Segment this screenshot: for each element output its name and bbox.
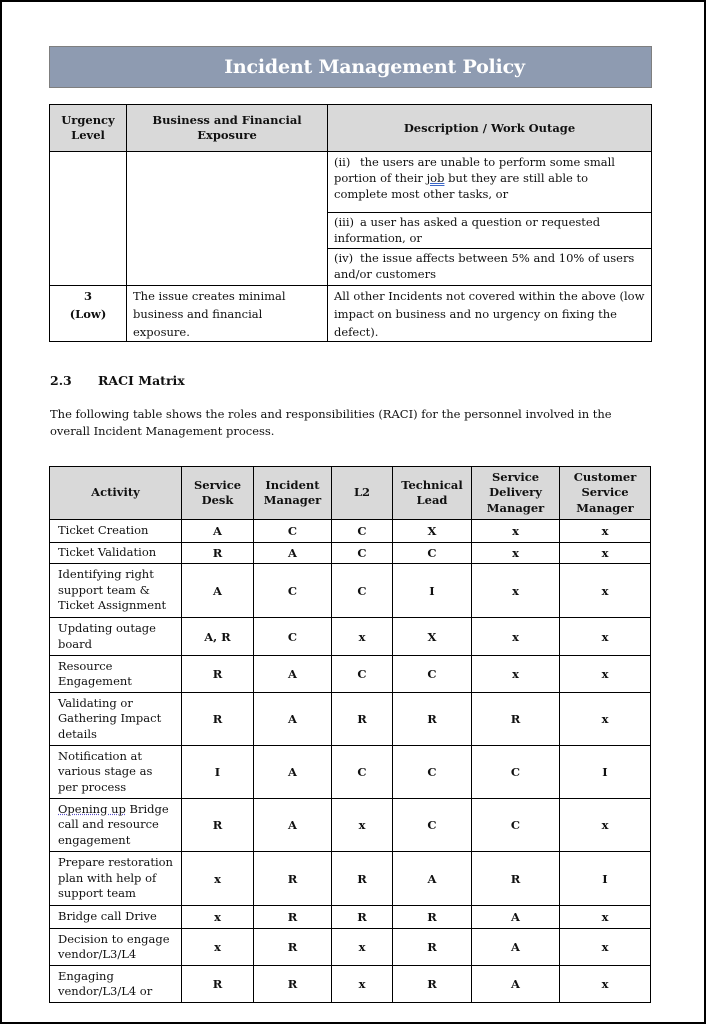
header-urgency-level: Urgency Level xyxy=(50,105,127,152)
raci-value: A, R xyxy=(182,618,254,656)
raci-value: A xyxy=(182,564,254,618)
section-title: RACI Matrix xyxy=(98,373,185,388)
raci-value: x xyxy=(560,966,651,1003)
raci-value: x xyxy=(332,929,393,966)
raci-value: I xyxy=(560,746,651,799)
table-row xyxy=(50,966,651,1003)
raci-value: x xyxy=(560,520,651,543)
raci-value: x xyxy=(560,564,651,618)
header-service-delivery-manager: Service Delivery Manager xyxy=(472,467,560,520)
raci-value: I xyxy=(560,852,651,906)
raci-value: C xyxy=(393,656,472,693)
raci-value: x xyxy=(560,693,651,746)
raci-value: x xyxy=(182,906,254,929)
urgency-table xyxy=(49,104,652,342)
table-row xyxy=(50,656,651,693)
activity-text: Bridge call and resource engagement xyxy=(58,801,169,847)
header-l2: L2 xyxy=(332,467,393,520)
section-heading xyxy=(50,373,185,388)
activity-cell: Engaging vendor/L3/L4 or xyxy=(50,966,182,1003)
section-intro: The following table shows the roles and responsibilities (RACI) for the personnel involved in the overall Incident Management process. xyxy=(50,407,612,438)
urgency-table-header xyxy=(50,105,652,152)
raci-value: x xyxy=(182,929,254,966)
raci-value: R xyxy=(393,906,472,929)
table-row xyxy=(50,852,651,906)
raci-value: x xyxy=(560,618,651,656)
raci-value: R xyxy=(254,852,332,906)
activity-cell: Updating outage board xyxy=(50,618,182,656)
header-incident-manager: Incident Manager xyxy=(254,467,332,520)
flagged-word[interactable]: job xyxy=(426,171,445,185)
raci-value: x xyxy=(472,618,560,656)
raci-value: R xyxy=(254,929,332,966)
header-business-exposure: Business and Financial Exposure xyxy=(127,105,328,152)
raci-value: A xyxy=(472,929,560,966)
raci-value: x xyxy=(332,618,393,656)
raci-value: R xyxy=(332,693,393,746)
document-title: Incident Management Policy xyxy=(224,56,525,78)
header-description: Description / Work Outage xyxy=(328,105,652,152)
raci-value: A xyxy=(254,543,332,564)
raci-value: C xyxy=(472,746,560,799)
raci-value: x xyxy=(472,564,560,618)
raci-value: x xyxy=(182,852,254,906)
raci-value: R xyxy=(182,656,254,693)
raci-value: x xyxy=(560,906,651,929)
description-item-iv xyxy=(328,249,652,286)
activity-cell: Resource Engagement xyxy=(50,656,182,693)
raci-value: A xyxy=(182,520,254,543)
activity-cell: Prepare restoration plan with help of support team xyxy=(50,852,182,906)
raci-value: C xyxy=(254,618,332,656)
description-item-iii xyxy=(328,213,652,249)
item-marker: (iv) xyxy=(334,251,354,265)
raci-value: C xyxy=(393,543,472,564)
item-text: the issue affects between 5% and 10% of users and/or customers xyxy=(334,251,635,281)
raci-value: C xyxy=(332,543,393,564)
raci-value: x xyxy=(472,543,560,564)
activity-cell: Bridge call Drive xyxy=(50,906,182,929)
raci-matrix-table xyxy=(49,466,651,1003)
urgency-level-low xyxy=(50,286,127,342)
raci-value: R xyxy=(472,693,560,746)
table-row xyxy=(50,543,651,564)
raci-value: C xyxy=(254,564,332,618)
activity-cell xyxy=(50,799,182,852)
item-text: a user has asked a question or requested information, or xyxy=(334,215,601,245)
table-row xyxy=(50,929,651,966)
urgency-level-cell xyxy=(50,152,127,286)
raci-value: A xyxy=(472,906,560,929)
raci-value: C xyxy=(254,520,332,543)
activity-cell: Validating or Gathering Impact details xyxy=(50,693,182,746)
raci-value: R xyxy=(182,543,254,564)
raci-value: C xyxy=(393,746,472,799)
raci-value: x xyxy=(560,656,651,693)
raci-value: I xyxy=(182,746,254,799)
raci-value: A xyxy=(254,656,332,693)
header-service-desk: Service Desk xyxy=(182,467,254,520)
item-text: the users are unable to perform some small portion of their xyxy=(334,155,615,185)
item-marker: (iii) xyxy=(334,215,355,229)
raci-value: A xyxy=(393,852,472,906)
description-low: All other Incidents not covered within the above (low impact on business and no urgency on fixing the defect). xyxy=(328,286,652,342)
raci-value: R xyxy=(254,966,332,1003)
raci-value: C xyxy=(393,799,472,852)
raci-value: R xyxy=(332,906,393,929)
raci-value: x xyxy=(332,799,393,852)
raci-value: A xyxy=(254,799,332,852)
raci-value: A xyxy=(254,693,332,746)
raci-value: R xyxy=(472,852,560,906)
raci-value: x xyxy=(332,966,393,1003)
item-marker: (ii) xyxy=(334,155,351,169)
activity-cell: Ticket Validation xyxy=(50,543,182,564)
raci-value: R xyxy=(182,799,254,852)
raci-value: C xyxy=(332,656,393,693)
table-row xyxy=(50,799,651,852)
raci-value: C xyxy=(332,520,393,543)
table-row-low xyxy=(50,286,652,342)
raci-value: R xyxy=(182,966,254,1003)
activity-cell: Decision to engage vendor/L3/L4 xyxy=(50,929,182,966)
level-number: 3 xyxy=(83,289,92,303)
raci-value: R xyxy=(393,929,472,966)
raci-value: X xyxy=(393,618,472,656)
raci-value: C xyxy=(472,799,560,852)
exposure-cell xyxy=(127,152,328,286)
raci-header-row xyxy=(50,467,651,520)
raci-value: x xyxy=(472,520,560,543)
raci-value: x xyxy=(472,656,560,693)
level-label: (Low) xyxy=(69,307,107,321)
table-row xyxy=(50,906,651,929)
raci-value: R xyxy=(393,693,472,746)
section-number: 2.3 xyxy=(50,373,72,388)
raci-value: A xyxy=(472,966,560,1003)
raci-value: C xyxy=(332,564,393,618)
raci-value: x xyxy=(560,543,651,564)
exposure-low: The issue creates minimal business and financial exposure. xyxy=(127,286,328,342)
raci-value: R xyxy=(182,693,254,746)
table-row xyxy=(50,564,651,618)
header-customer-service-manager: Customer Service Manager xyxy=(560,467,651,520)
table-row xyxy=(50,520,651,543)
raci-value: x xyxy=(560,929,651,966)
raci-value: C xyxy=(332,746,393,799)
raci-value: X xyxy=(393,520,472,543)
raci-value: R xyxy=(254,906,332,929)
activity-cell: Ticket Creation xyxy=(50,520,182,543)
raci-value: x xyxy=(560,799,651,852)
flagged-phrase[interactable]: Opening up xyxy=(58,801,126,816)
header-technical-lead: Technical Lead xyxy=(393,467,472,520)
table-row xyxy=(50,693,651,746)
table-row xyxy=(50,618,651,656)
activity-cell: Notification at various stage as per process xyxy=(50,746,182,799)
item-text: but they are still able to complete most other tasks, or xyxy=(334,171,589,201)
activity-cell: Identifying right support team & Ticket Assignment xyxy=(50,564,182,618)
document-title-bar xyxy=(49,46,652,88)
table-row xyxy=(50,152,652,213)
raci-value: R xyxy=(332,852,393,906)
raci-value: A xyxy=(254,746,332,799)
table-row xyxy=(50,746,651,799)
description-item-ii xyxy=(328,152,652,213)
header-activity: Activity xyxy=(50,467,182,520)
raci-value: R xyxy=(393,966,472,1003)
raci-value: I xyxy=(393,564,472,618)
